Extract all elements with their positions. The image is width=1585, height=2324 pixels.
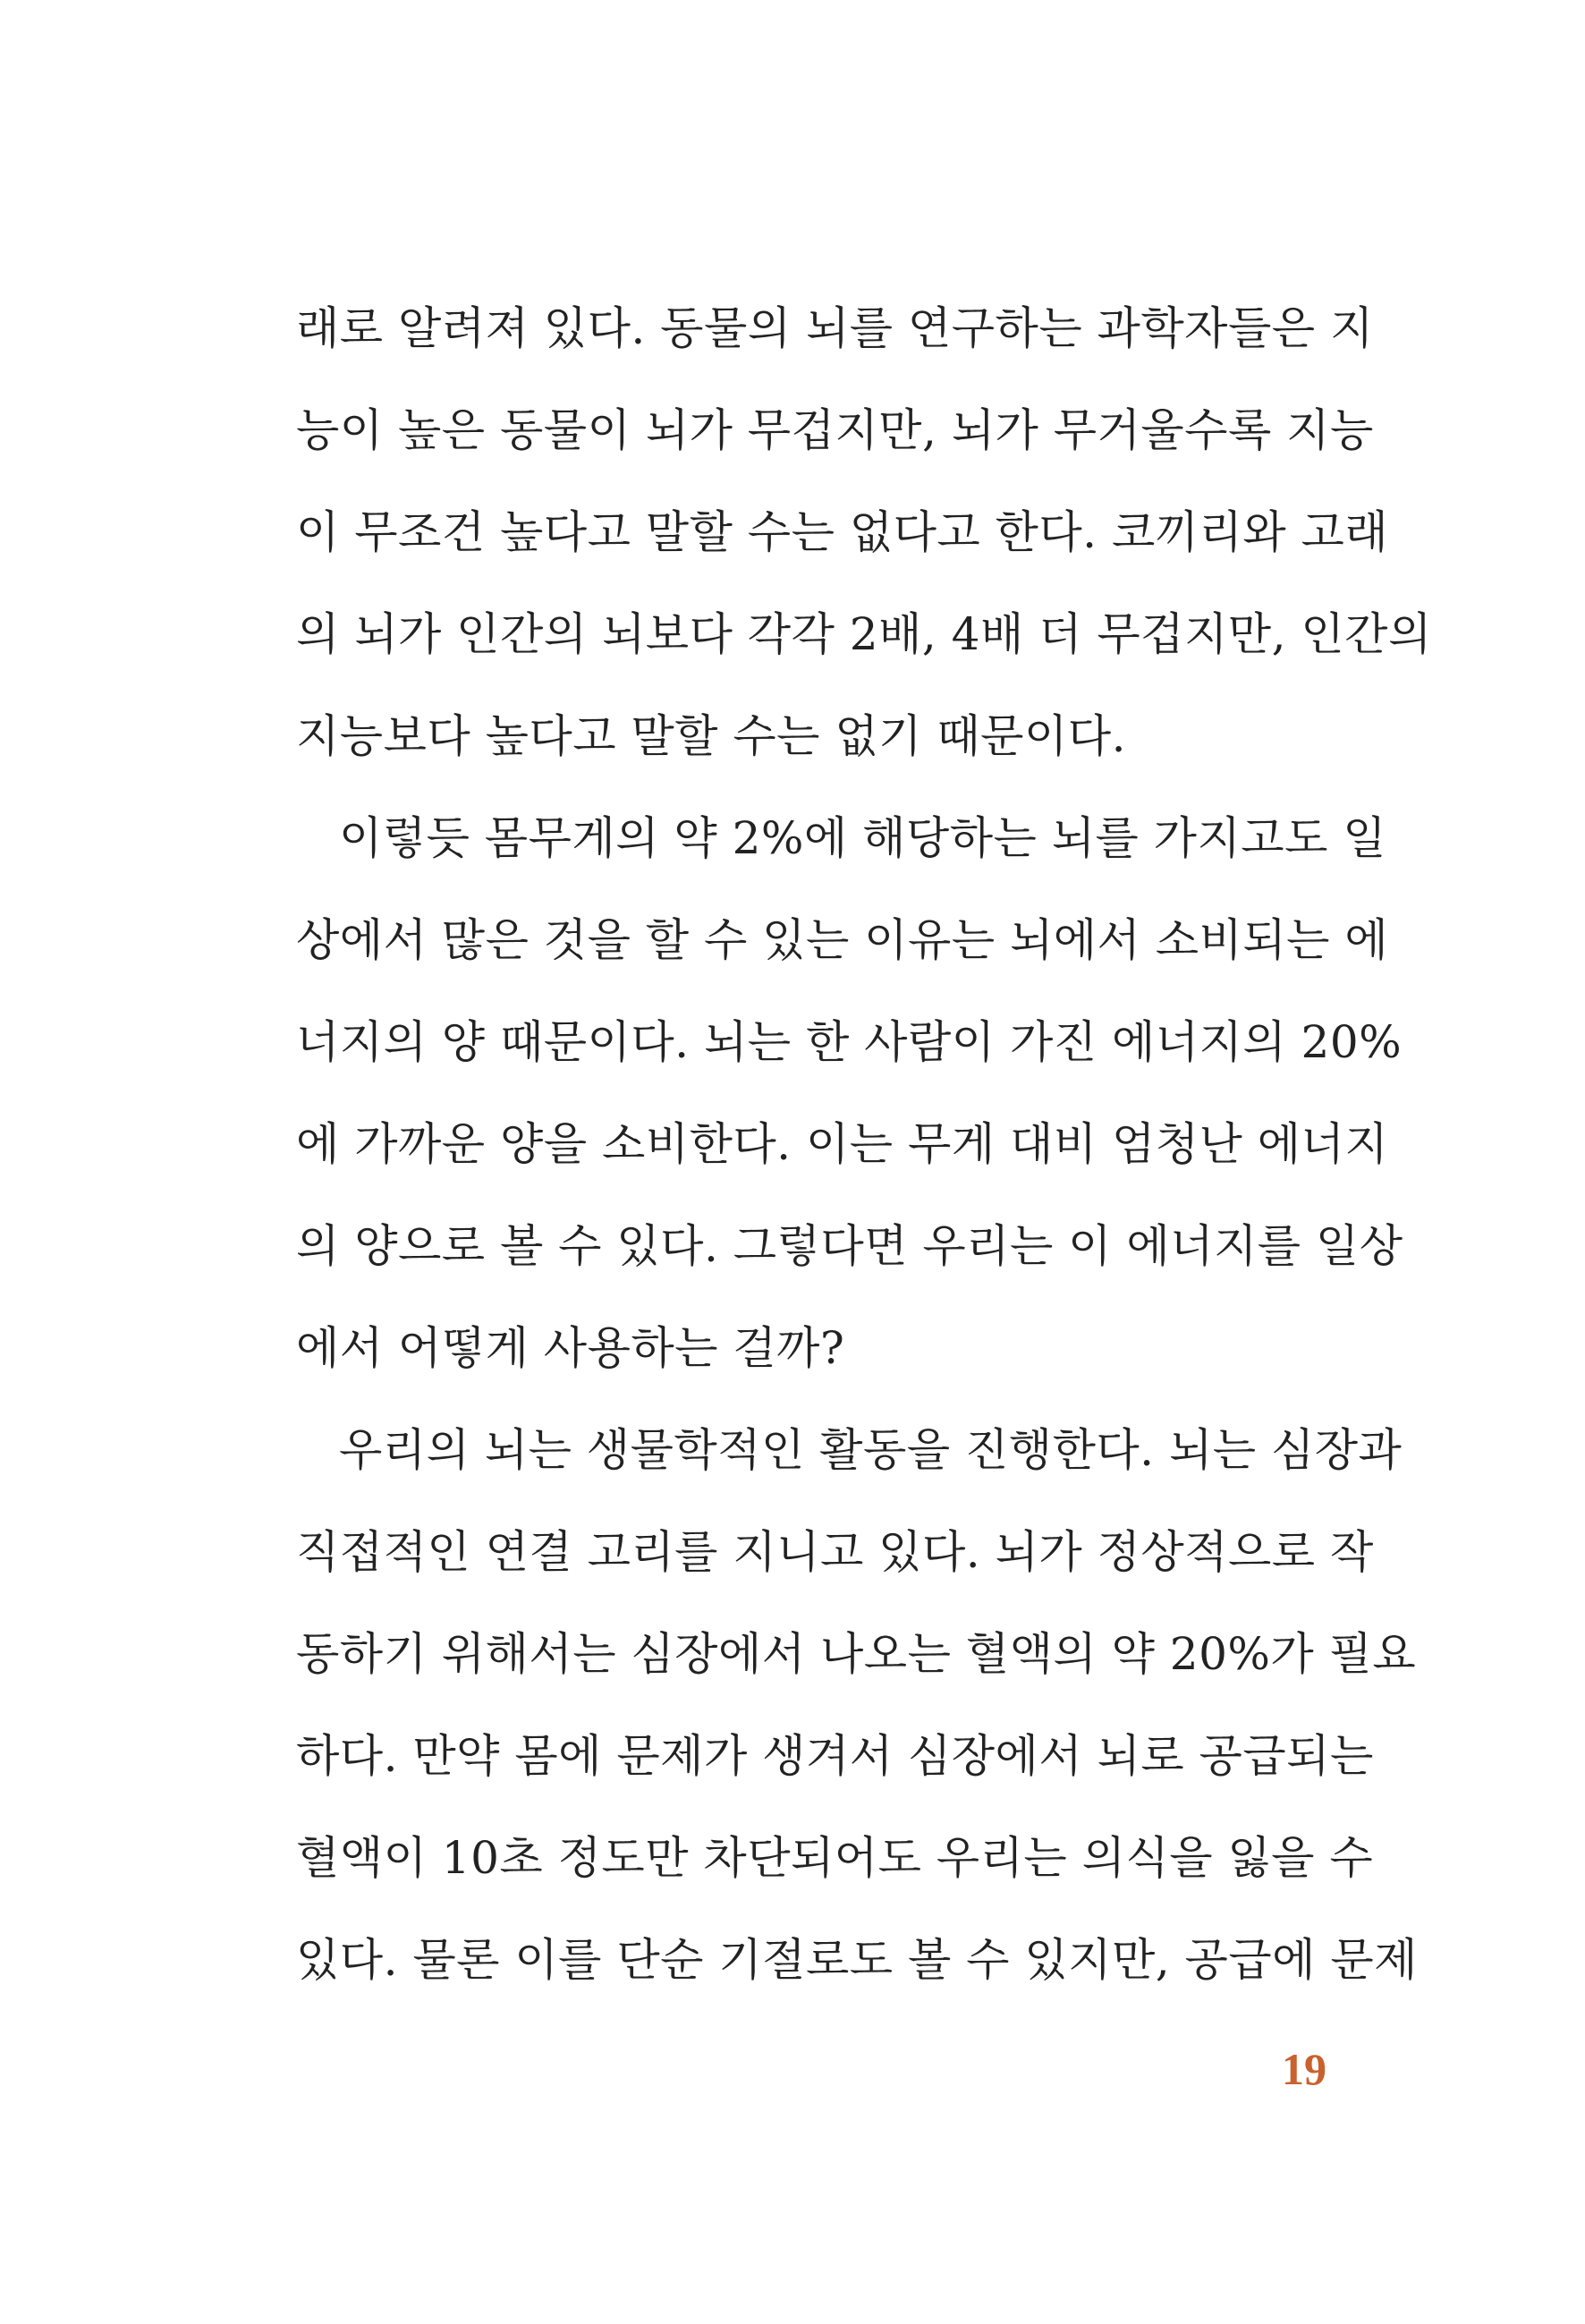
text-line: 에 가까운 양을 소비한다. 이는 무게 대비 엄청난 에너지 (296, 1118, 1389, 1170)
text-line: 우리의 뇌는 생물학적인 활동을 진행한다. 뇌는 심장과 (339, 1424, 1403, 1476)
text-line: 동하기 위해서는 심장에서 나오는 혈액의 약 20%가 필요 (296, 1628, 1417, 1680)
body-text (296, 277, 1432, 2011)
text-line: 능이 높은 동물이 뇌가 무겁지만, 뇌가 무거울수록 지능 (296, 404, 1374, 456)
text-line: 하다. 만약 몸에 문제가 생겨서 심장에서 뇌로 공급되는 (296, 1730, 1374, 1782)
text-line: 의 양으로 볼 수 있다. 그렇다면 우리는 이 에너지를 일상 (296, 1220, 1403, 1272)
text-line: 지능보다 높다고 말할 수는 없기 때문이다. (296, 710, 1126, 762)
text-line: 래로 알려져 있다. 동물의 뇌를 연구하는 과학자들은 지 (296, 302, 1374, 354)
page-number: 19 (1282, 2044, 1326, 2094)
text-line: 혈액이 10초 정도만 차단되어도 우리는 의식을 잃을 수 (296, 1832, 1374, 1884)
text-line: 직접적인 연결 고리를 지니고 있다. 뇌가 정상적으로 작 (296, 1526, 1374, 1578)
text-line: 이렇듯 몸무게의 약 2%에 해당하는 뇌를 가지고도 일 (339, 812, 1387, 864)
text-line: 의 뇌가 인간의 뇌보다 각각 2배, 4배 더 무겁지만, 인간의 (296, 608, 1432, 660)
text-line: 이 무조건 높다고 말할 수는 없다고 한다. 코끼리와 고래 (296, 506, 1389, 558)
text-line: 너지의 양 때문이다. 뇌는 한 사람이 가진 에너지의 20% (296, 1016, 1403, 1068)
text-line: 있다. 물론 이를 단순 기절로도 볼 수 있지만, 공급에 문제 (296, 1934, 1418, 1986)
text-line: 상에서 많은 것을 할 수 있는 이유는 뇌에서 소비되는 에 (296, 914, 1389, 966)
text-line: 에서 어떻게 사용하는 걸까? (296, 1322, 845, 1374)
